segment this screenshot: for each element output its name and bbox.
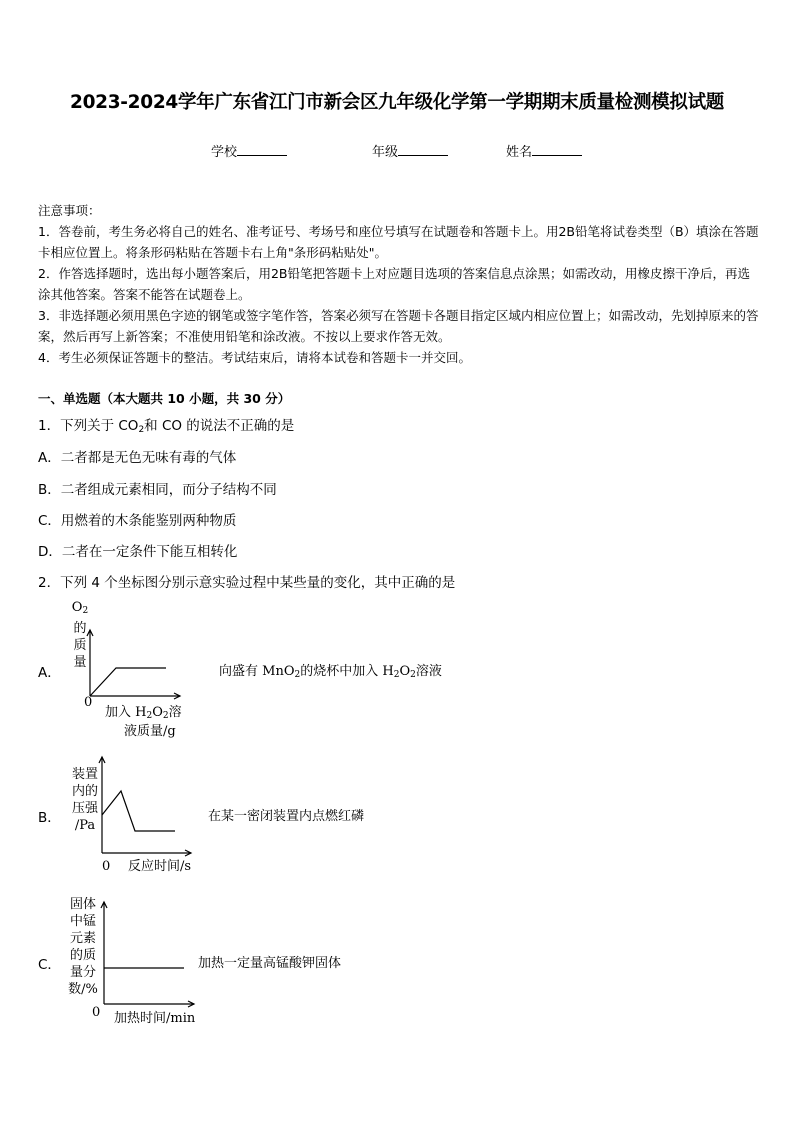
graph-a-origin: 0 (84, 695, 93, 710)
name-blank[interactable] (532, 143, 582, 156)
question-2-option-b[interactable]: B． (38, 810, 61, 826)
graph-b-origin: 0 (102, 859, 111, 874)
graph-a-x-axis-label-1: 加入 $H_2O_2$溶 (105, 705, 182, 721)
name-field (506, 141, 582, 160)
question-1-stem: 1．下列关于 $CO_2$和 CO 的说法不正确的是 (38, 418, 295, 435)
question-1-option-c[interactable]: C．用燃着的木条能鉴别两种物质 (38, 513, 237, 529)
graph-b-caption: 在某一密闭装置内点燃红磷 (208, 809, 365, 824)
graph-c-y-axis-label: 固体 中锰 元素 的质 量分 数/% (68, 897, 98, 997)
graph-b-plot (95, 755, 195, 857)
graph-b-y-axis-label: 装置 内的 压强 /Pa (71, 767, 98, 833)
grade-label: 年级 (372, 145, 399, 160)
notice-heading: 注意事项： (38, 203, 101, 218)
question-2-option-a[interactable]: A． (38, 665, 61, 681)
graph-c-plot (98, 900, 198, 1008)
question-1-option-d[interactable]: D．二者在一定条件下能互相转化 (38, 544, 238, 560)
question-1-option-a[interactable]: A．二者都是无色无味有毒的气体 (38, 450, 237, 466)
school-blank[interactable] (237, 143, 287, 156)
grade-field (372, 141, 448, 160)
graph-a-y-axis-label: $O_2$ 的 质 量 (71, 600, 89, 670)
notice-item-3: 3．非选择题必须用黑色字迹的钢笔或签字笔作答，答案必须写在答题卡各题目指定区域内相应位置上；如需改动，先划掉原来的答案，然后再写上新答案；不准使用铅笔和涂改液。不按以上要求作答无效。 (38, 308, 759, 344)
graph-c-x-axis-label: 加热时间/min (114, 1011, 196, 1026)
name-label: 姓名 (506, 145, 533, 160)
notice-item-4: 4．考生必须保证答题卡的整洁。考试结束后，请将本试卷和答题卡一并交回。 (38, 350, 471, 365)
graph-c-caption: 加热一定量高锰酸钾固体 (198, 956, 342, 971)
notice-item-1: 1．答卷前，考生务必将自己的姓名、准考证号、考场号和座位号填写在试题卷和答题卡上。用2B铅笔将试卷类型（B）填涂在答题卡相应位置上。将条形码粘贴在答题卡右上角"条形码粘贴处"。 (38, 224, 759, 260)
notice-item-2: 2．作答选择题时，选出每小题答案后，用2B铅笔把答题卡上对应题目选项的答案信息点涂黑；如需改动，用橡皮擦干净后，再选涂其他答案。答案不能答在试题卷上。 (38, 266, 750, 302)
graph-a-curve (90, 668, 166, 696)
graph-b-curve (102, 791, 175, 831)
graph-a-caption: 向盛有 MnO$_2$的烧杯中加入 $H_2O_2$溶液 (219, 664, 442, 680)
graph-a-x-axis-label-2: 液质量/g (124, 724, 176, 739)
section-heading: 一、单选题（本大题共 10 小题，共 30 分） (38, 391, 291, 406)
graph-b-x-axis-label: 反应时间/s (128, 859, 192, 874)
school-label: 学校 (211, 145, 238, 160)
page-title: 2023-2024学年广东省江门市新会区九年级化学第一学期期末质量检测模拟试题 (70, 92, 724, 113)
grade-blank[interactable] (398, 143, 448, 156)
school-field (211, 141, 287, 160)
question-2-stem: 2．下列 4 个坐标图分别示意实验过程中某些量的变化，其中正确的是 (38, 575, 456, 591)
question-1-option-b[interactable]: B．二者组成元素相同，而分子结构不同 (38, 482, 277, 498)
question-2-option-c[interactable]: C． (38, 957, 61, 973)
graph-a-plot (80, 628, 190, 708)
graph-c-origin: 0 (92, 1005, 101, 1020)
